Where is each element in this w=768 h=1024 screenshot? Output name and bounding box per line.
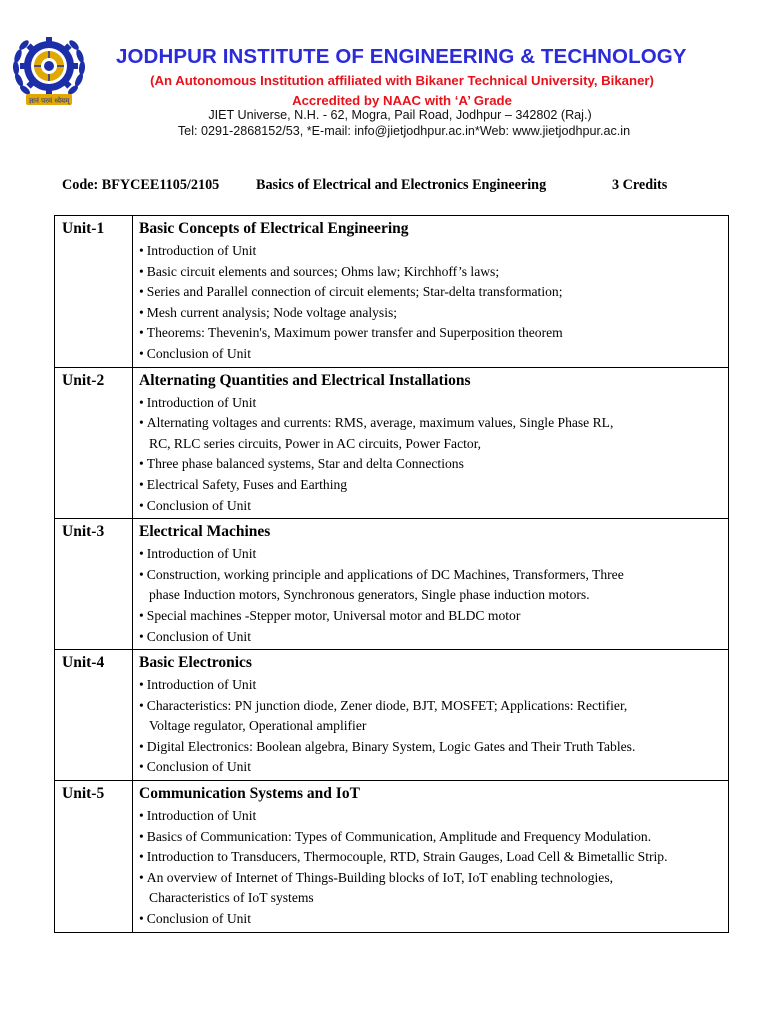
unit-title: Alternating Quantities and Electrical Installations	[139, 371, 471, 389]
logo-motto: ज्ञानं परमं ध्येयम्	[28, 97, 70, 105]
unit-row	[55, 781, 729, 933]
bullet-icon: •	[139, 546, 144, 562]
topic-item	[139, 282, 724, 303]
course-credits: 3 Credits	[612, 177, 668, 193]
bullet-icon: •	[139, 566, 144, 582]
unit-content	[133, 650, 729, 781]
topic-text: Alternating voltages and currents: RMS, average, maximum values, Single Phase RL,	[146, 415, 614, 431]
bullet-icon: •	[139, 263, 144, 279]
bullet-icon: •	[139, 738, 144, 754]
topic-text-continued: Characteristics of IoT systems	[149, 890, 314, 906]
unit-row	[55, 367, 729, 519]
topic-text: Introduction to Transducers, Thermocouple, RTD, Strain Gauges, Load Cell & Bimetallic Strip.	[146, 849, 668, 865]
topic-item	[139, 737, 724, 758]
topic-text: Three phase balanced systems, Star and delta Connections	[146, 456, 464, 472]
topic-text: Introduction of Unit	[146, 243, 257, 258]
unit-row	[55, 216, 729, 368]
topic-text: Theorems: Thevenin's, Maximum power transfer and Superposition theorem	[146, 325, 563, 341]
address-line: JIET Universe, N.H. - 62, Mogra, Pail Road, Jodhpur – 342802 (Raj.)	[208, 108, 592, 122]
syllabus-table	[54, 215, 729, 933]
unit-label: Unit-4	[55, 650, 133, 781]
institute-name: JODHPUR INSTITUTE OF ENGINEERING & TECHNOLOGY	[116, 45, 687, 68]
unit-title: Basic Electronics	[139, 654, 252, 672]
topic-item	[139, 496, 724, 517]
course-code: Code: BFYCEE1105/2105	[62, 177, 220, 193]
topic-text-continued: Voltage regulator, Operational amplifier	[149, 718, 367, 734]
topic-text: Conclusion of Unit	[146, 497, 251, 513]
topic-item	[139, 909, 724, 930]
topic-item	[139, 606, 724, 627]
topic-text: Digital Electronics: Boolean algebra, Binary System, Logic Gates and Their Truth Tables.	[146, 738, 636, 754]
bullet-icon: •	[139, 476, 144, 492]
letterhead	[0, 0, 768, 150]
topic-text-continued: phase Induction motors, Synchronous generators, Single phase induction motors.	[149, 587, 590, 603]
bullet-icon: •	[139, 607, 144, 623]
unit-label: Unit-1	[55, 216, 133, 368]
topic-item	[139, 393, 724, 414]
topic-item	[139, 344, 724, 365]
unit-title: Electrical Machines	[139, 523, 271, 541]
unit-row	[55, 519, 729, 650]
topic-text: Characteristics: PN junction diode, Zener diode, BJT, MOSFET; Applications: Rectifier,	[146, 697, 628, 713]
topic-item	[139, 565, 724, 606]
topic-text: Conclusion of Unit	[146, 345, 251, 361]
topic-item	[139, 827, 724, 848]
unit-row	[55, 650, 729, 781]
topic-text: Introduction of Unit	[146, 394, 257, 410]
topic-item	[139, 323, 724, 344]
topic-text: Basics of Communication: Types of Communication, Amplitude and Frequency Modulation.	[146, 828, 652, 844]
topic-text: Conclusion of Unit	[146, 628, 251, 644]
topic-text: Electrical Safety, Fuses and Earthing	[146, 476, 348, 492]
unit-label: Unit-2	[55, 367, 133, 519]
topic-item	[139, 262, 724, 283]
bullet-icon: •	[139, 456, 144, 472]
topic-text-continued: RC, RLC series circuits, Power in AC circuits, Power Factor,	[149, 435, 482, 451]
topic-item	[139, 241, 724, 262]
unit-content	[133, 367, 729, 519]
topic-item	[139, 757, 724, 778]
topic-text: Introduction of Unit	[146, 808, 257, 824]
topic-item	[139, 544, 724, 565]
bullet-icon: •	[139, 828, 144, 844]
bullet-icon: •	[139, 284, 144, 300]
bullet-icon: •	[139, 304, 144, 320]
contact-line: Tel: 0291-2868152/53, *E-mail: info@jietjodhpur.ac.in*Web: www.jietjodhpur.ac.in	[177, 124, 631, 138]
unit-title: Basic Concepts of Electrical Engineering	[139, 220, 409, 237]
topic-item	[139, 806, 724, 827]
bullet-icon: •	[139, 808, 144, 824]
topic-item	[139, 696, 724, 737]
topic-text: Series and Parallel connection of circuit elements; Star-delta transformation;	[146, 284, 563, 300]
topic-text: Conclusion of Unit	[146, 759, 251, 775]
topic-text: Mesh current analysis; Node voltage analysis;	[146, 304, 398, 320]
bullet-icon: •	[139, 849, 144, 865]
bullet-icon: •	[139, 869, 144, 885]
unit-content	[133, 216, 729, 368]
topic-text: Basic circuit elements and sources; Ohms law; Kirchhoff’s laws;	[146, 263, 500, 279]
course-title: Basics of Electrical and Electronics Engineering	[256, 177, 547, 193]
topic-item	[139, 475, 724, 496]
topic-item	[139, 627, 724, 648]
unit-content	[133, 519, 729, 650]
bullet-icon: •	[139, 497, 144, 513]
affiliation-line: (An Autonomous Institution affiliated with Bikaner Technical University, Bikaner)	[150, 73, 654, 88]
bullet-icon: •	[139, 415, 144, 431]
topic-item	[139, 847, 724, 868]
unit-label: Unit-3	[55, 519, 133, 650]
topic-text: Introduction of Unit	[146, 677, 257, 693]
unit-title: Communication Systems and IoT	[139, 785, 360, 803]
bullet-icon: •	[139, 628, 144, 644]
bullet-icon: •	[139, 677, 144, 693]
topic-text: An overview of Internet of Things-Building blocks of IoT, IoT enabling technologies,	[146, 869, 614, 885]
bullet-icon: •	[139, 911, 144, 927]
topic-item	[139, 303, 724, 324]
topic-text: Construction, working principle and applications of DC Machines, Transformers, Three	[146, 566, 624, 582]
bullet-icon: •	[139, 345, 144, 361]
bullet-icon: •	[139, 759, 144, 775]
unit-label: Unit-5	[55, 781, 133, 933]
accreditation-line: Accredited by NAAC with ‘A’ Grade	[292, 93, 512, 108]
topic-item	[139, 675, 724, 696]
bullet-icon: •	[139, 697, 144, 713]
topic-text: Introduction of Unit	[146, 546, 257, 562]
topic-text: Special machines -Stepper motor, Universal motor and BLDC motor	[146, 607, 521, 623]
bullet-icon: •	[139, 394, 144, 410]
bullet-icon: •	[139, 325, 144, 341]
unit-content	[133, 781, 729, 933]
topic-text: Conclusion of Unit	[146, 911, 251, 927]
topic-item	[139, 454, 724, 475]
topic-item	[139, 413, 724, 454]
topic-item	[139, 868, 724, 909]
bullet-icon: •	[139, 243, 144, 258]
